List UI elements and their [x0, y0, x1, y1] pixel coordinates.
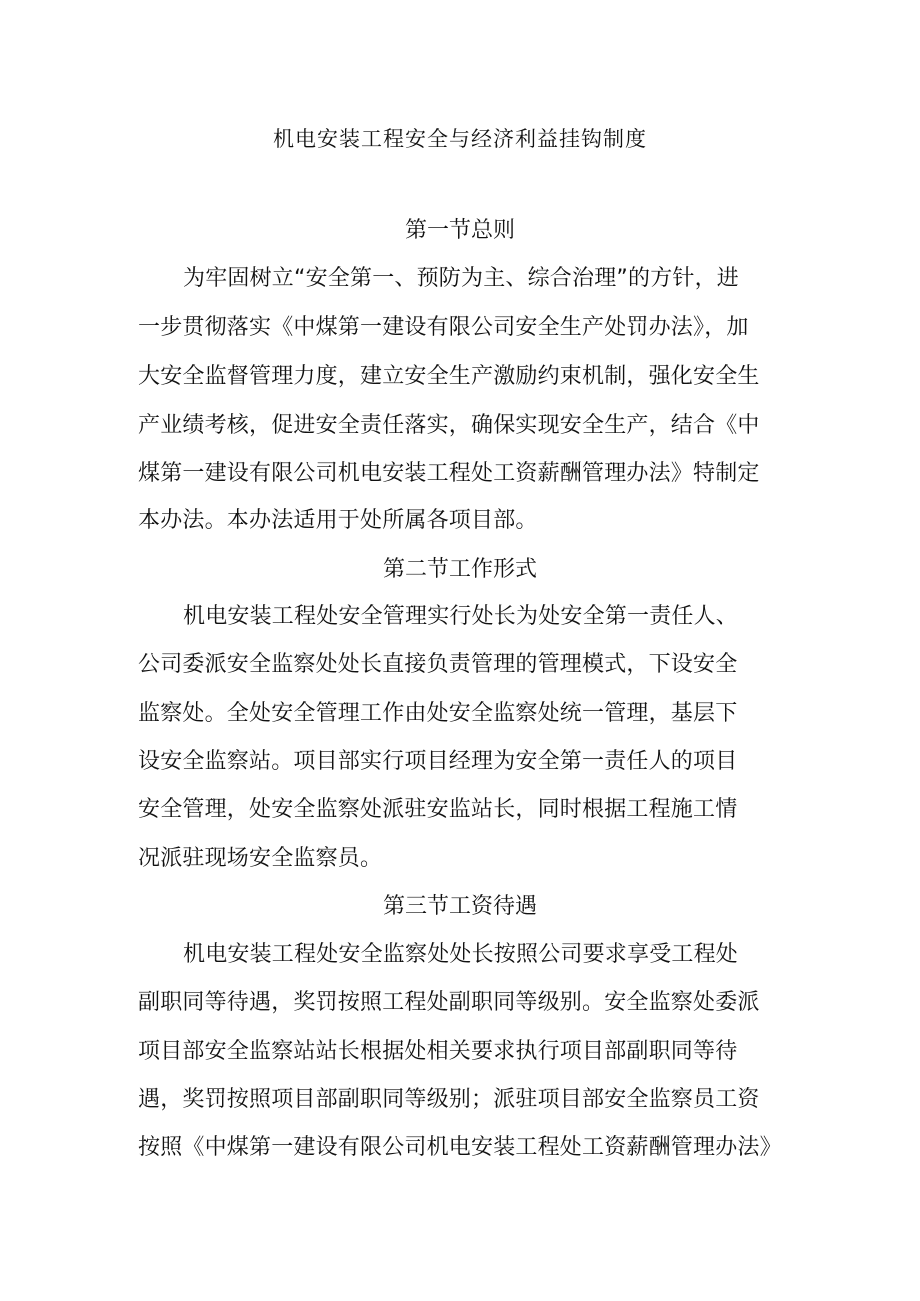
paragraph-line: 为牢固树立“安全第一、预防为主、综合治理”的方针，进: [183, 266, 739, 291]
paragraph-line: 本办法。本办法适用于处所属各项目部。: [138, 508, 538, 533]
paragraph-line: 公司委派安全监察处处长直接负责管理的管理模式，下设安全: [138, 652, 738, 677]
paragraph-line: 遇，奖罚按照项目部副职同等级别；派驻项目部安全监察员工资: [138, 1087, 760, 1112]
paragraph-line: 安全管理，处安全监察处派驻安监站长，同时根据工程施工情: [138, 797, 738, 822]
paragraph-line: 设安全监察站。项目部实行项目经理为安全第一责任人的项目: [138, 749, 738, 774]
paragraph-line: 监察处。全处安全管理工作由处安全监察处统一管理，基层下: [138, 701, 738, 726]
document-title: 机电安装工程安全与经济利益挂钩制度: [273, 127, 647, 151]
paragraph-line: 大安全监督管理力度，建立安全生产激励约束机制，强化安全生: [138, 364, 760, 389]
section-heading-3: 第三节工资待遇: [382, 894, 537, 919]
paragraph-line: 机电安装工程处安全管理实行处长为处安全第一责任人、: [183, 604, 739, 629]
paragraph-line: 况派驻现场安全监察员。: [138, 846, 383, 871]
section-heading-2: 第二节工作形式: [382, 557, 537, 582]
paragraph-line: 一步贯彻落实《中煤第一建设有限公司安全生产处罚办法》，加: [138, 315, 749, 340]
paragraph-line: 机电安装工程处安全监察处处长按照公司要求享受工程处: [183, 942, 739, 967]
paragraph-line: 产业绩考核，促进安全责任落实，确保实现安全生产，结合《中: [138, 413, 760, 438]
paragraph-line: 按照《中煤第一建设有限公司机电安装工程处工资薪酬管理办法》: [138, 1135, 782, 1160]
paragraph-line: 副职同等待遇，奖罚按照工程处副职同等级别。安全监察处委派: [138, 990, 760, 1015]
section-heading-1: 第一节总则: [404, 218, 515, 243]
paragraph-line: 项目部安全监察站站长根据处相关要求执行项目部副职同等待: [138, 1039, 738, 1064]
paragraph-line: 煤第一建设有限公司机电安装工程处工资薪酬管理办法》特制定: [138, 461, 760, 486]
